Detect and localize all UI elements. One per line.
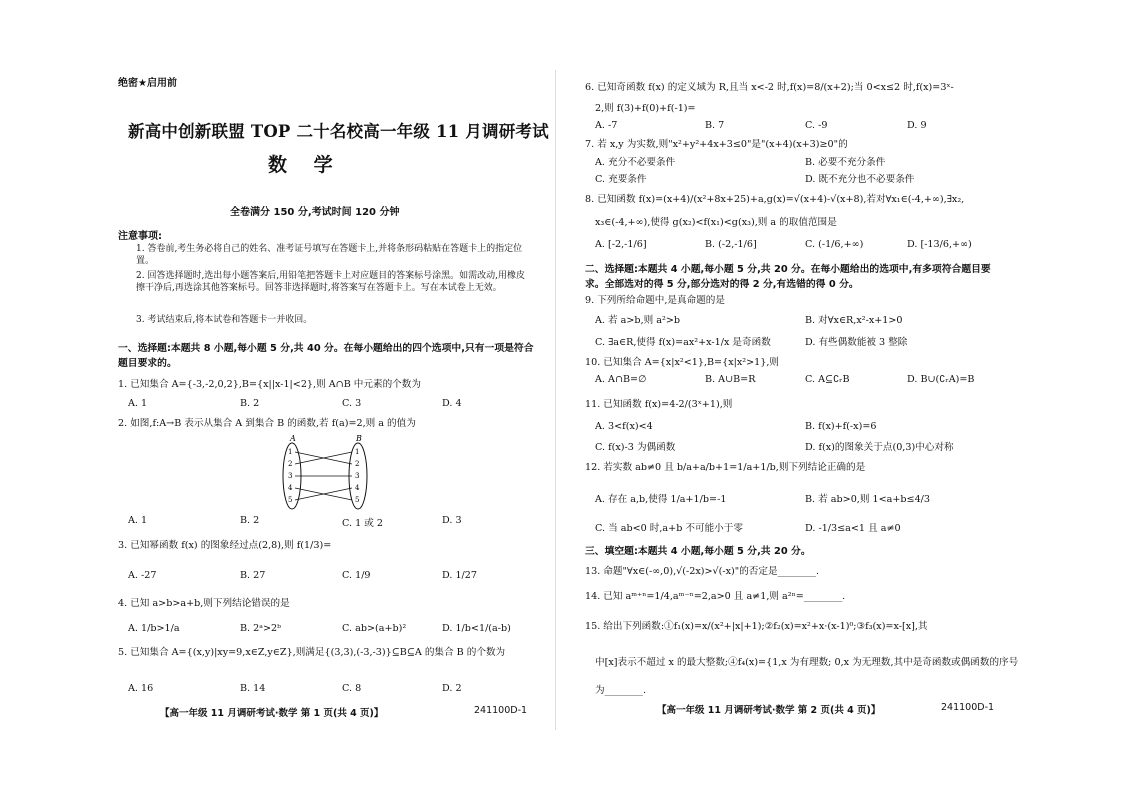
- b-2: 2: [355, 460, 360, 468]
- mapping-diagram: [276, 432, 376, 512]
- q2-stem: 2. 如图,f:A→B 表示从集合 A 到集合 B 的函数,若 f(a)=2,则 a 的值为: [118, 418, 416, 429]
- b-4: 4: [355, 484, 360, 492]
- b-3: 3: [355, 472, 360, 480]
- q1-option-a[interactable]: A. 1: [128, 398, 148, 409]
- q10-option-c[interactable]: C. A⊆∁ᵣB: [805, 374, 850, 385]
- q12-stem: 12. 若实数 ab≠0 且 b/a+a/b+1=1/a+1/b,则下列结论正确的是: [585, 462, 866, 473]
- q6-option-c[interactable]: C. -9: [805, 120, 828, 131]
- q7-option-c[interactable]: C. 充要条件: [595, 174, 647, 185]
- q2-option-c[interactable]: C. 1 或 2: [342, 518, 383, 529]
- page-2-code: 241100D-1: [941, 702, 995, 713]
- set-b-label: B: [356, 434, 362, 443]
- q11-stem: 11. 已知函数 f(x)=4-2/(3ˣ+1),则: [585, 399, 733, 410]
- mapping-arrows: [295, 452, 352, 500]
- q7-option-b[interactable]: B. 必要不充分条件: [805, 157, 886, 168]
- q6-option-d[interactable]: D. 9: [907, 120, 927, 131]
- q6-stem-line2: 2,则 f(3)+f(0)+f(-1)=: [595, 103, 696, 114]
- q9-option-d[interactable]: D. 有些偶数能被 3 整除: [805, 337, 908, 348]
- q3-stem: 3. 已知幂函数 f(x) 的图象经过点(2,8),则 f(1/3)=: [118, 540, 332, 551]
- page-1-code: 241100D-1: [474, 705, 528, 716]
- q9-option-a[interactable]: A. 若 a>b,则 a²>b: [595, 315, 681, 326]
- q10-option-a[interactable]: A. A∩B=∅: [595, 374, 647, 385]
- q5-option-b[interactable]: B. 14: [240, 683, 266, 694]
- q10-option-d[interactable]: D. B∪(∁ᵣA)=B: [907, 374, 975, 385]
- q8-stem-line2: x₃∈(-4,+∞),使得 g(x₂)<f(x₁)<g(x₃),则 a 的取值范围是: [595, 217, 837, 228]
- q15-stem-line3: 为________.: [595, 685, 647, 696]
- q12-option-b[interactable]: B. 若 ab>0,则 1<a+b≤4/3: [805, 494, 931, 505]
- a-3: 3: [288, 472, 293, 480]
- q13-stem: 13. 命题"∀x∈(-∞,0),√(-2x)>√(-x)"的否定是________.: [585, 566, 819, 577]
- b-5: 5: [355, 496, 360, 504]
- q11-option-d[interactable]: D. f(x)的图象关于点(0,3)中心对称: [805, 442, 954, 453]
- set-a-label: A: [290, 434, 296, 443]
- q9-option-c[interactable]: C. ∃a∈R,使得 f(x)=ax²+x-1/x 是奇函数: [595, 337, 771, 348]
- q12-option-a[interactable]: A. 存在 a,b,使得 1/a+1/b=-1: [595, 494, 727, 505]
- q5-option-a[interactable]: A. 16: [128, 683, 154, 694]
- q3-option-c[interactable]: C. 1/9: [342, 570, 371, 581]
- q12-option-d[interactable]: D. -1/3≤a<1 且 a≠0: [805, 523, 901, 534]
- q15-stem-line1: 15. 给出下列函数:①f₁(x)=x/(x²+|x|+1);②f₂(x)=x²+x·(x-1)⁰;③f₃(x)=x-[x],其: [585, 621, 928, 632]
- q11-option-c[interactable]: C. f(x)-3 为偶函数: [595, 442, 676, 453]
- q4-stem: 4. 已知 a>b>a+b,则下列结论错误的是: [118, 598, 290, 609]
- q14-stem: 14. 已知 aᵐ⁺ⁿ=1/4,aᵐ⁻ⁿ=2,a>0 且 a≠1,则 a²ⁿ=________.: [585, 591, 846, 602]
- q1-option-c[interactable]: C. 3: [342, 398, 362, 409]
- q4-option-d[interactable]: D. 1/b<1/(a-b): [442, 623, 511, 634]
- q8-option-b[interactable]: B. (-2,-1/6]: [705, 239, 757, 250]
- q4-option-b[interactable]: B. 2ᵃ>2ᵇ: [240, 623, 281, 634]
- section-3-heading: 三、填空题:本题共 4 小题,每小题 5 分,共 20 分。: [585, 546, 811, 557]
- q15-stem-line2: 中[x]表示不超过 x 的最大整数;④f₄(x)={1,x 为有理数; 0,x 为无理数,其中是奇函数或偶函数的序号: [595, 657, 1019, 668]
- q1-option-d[interactable]: D. 4: [442, 398, 462, 409]
- q3-option-d[interactable]: D. 1/27: [442, 570, 477, 581]
- q7-option-d[interactable]: D. 既不充分也不必要条件: [805, 174, 915, 185]
- note-1: 1. 答卷前,考生务必将自己的姓名、准考证号填写在答题卡上,并将条形码粘贴在答题卡上的指定位置。: [136, 244, 523, 266]
- q6-stem-line1: 6. 已知奇函数 f(x) 的定义域为 R,且当 x<-2 时,f(x)=8/(x+2);当 0<x≤2 时,f(x)=3ˣ-: [585, 82, 954, 93]
- q6-option-a[interactable]: A. -7: [595, 120, 618, 131]
- a-1: 1: [288, 448, 293, 456]
- q7-option-a[interactable]: A. 充分不必要条件: [595, 157, 676, 168]
- b-1: 1: [355, 448, 360, 456]
- q12-option-c[interactable]: C. 当 ab<0 时,a+b 不可能小于零: [595, 523, 743, 534]
- q1-stem: 1. 已知集合 A={-3,-2,0,2},B={x||x-1|<2},则 A∩B 中元素的个数为: [118, 379, 421, 390]
- a-2: 2: [288, 460, 293, 468]
- notes-title: 注意事项:: [118, 231, 162, 242]
- a-5: 5: [288, 496, 293, 504]
- q5-stem: 5. 已知集合 A={(x,y)|xy=9,x∈Z,y∈Z},则满足{(3,3),(-3,-3)}⊆B⊆A 的集合 B 的个数为: [118, 647, 506, 658]
- q4-option-c[interactable]: C. ab>(a+b)²: [342, 623, 407, 634]
- q10-stem: 10. 已知集合 A={x|x²<1},B={x|x²>1},则: [585, 357, 779, 368]
- q8-stem-line1: 8. 已知函数 f(x)=(x+4)/(x²+8x+25)+a,g(x)=√(x+4)-√(x+8),若对∀x₁∈(-4,+∞),∃x₂,: [585, 194, 965, 205]
- page-2: [561, 0, 1122, 794]
- q11-option-a[interactable]: A. 3<f(x)<4: [595, 421, 653, 432]
- q6-option-b[interactable]: B. 7: [705, 120, 725, 131]
- q9-stem: 9. 下列所给命题中,是真命题的是: [585, 295, 725, 306]
- q8-option-c[interactable]: C. (-1/6,+∞): [805, 239, 864, 250]
- subject-title: 数 学: [268, 154, 343, 176]
- q7-stem: 7. 若 x,y 为实数,则"x²+y²+4x+3≤0"是"(x+4)(x+3)≥0"的: [585, 139, 848, 150]
- page-1-footer: 【高一年级 11 月调研考试·数学 第 1 页(共 4 页)】: [160, 708, 384, 719]
- q9-option-b[interactable]: B. 对∀x∈R,x²-x+1>0: [805, 315, 903, 326]
- q8-option-d[interactable]: D. [-13/6,+∞): [907, 239, 972, 250]
- score-time: 全卷满分 150 分,考试时间 120 分钟: [230, 207, 400, 218]
- q2-option-a[interactable]: A. 1: [128, 515, 148, 526]
- note-3: 3. 考试结束后,将本试卷和答题卡一并收回。: [136, 315, 313, 325]
- q4-option-a[interactable]: A. 1/b>1/a: [128, 623, 180, 634]
- q5-option-d[interactable]: D. 2: [442, 683, 462, 694]
- q11-option-b[interactable]: B. f(x)+f(-x)=6: [805, 421, 877, 432]
- q2-option-b[interactable]: B. 2: [240, 515, 260, 526]
- q1-option-b[interactable]: B. 2: [240, 398, 260, 409]
- q3-option-b[interactable]: B. 27: [240, 570, 266, 581]
- a-4: 4: [288, 484, 293, 492]
- section-1-heading: 一、选择题:本题共 8 小题,每小题 5 分,共 40 分。在每小题给出的四个选项中,只有一项是符合题目要求的。: [118, 343, 534, 369]
- section-2-heading: 二、选择题:本题共 4 小题,每小题 5 分,共 20 分。在每小题给出的选项中,有多项符合题目要求。全部选对的得 5 分,部分选对的得 2 分,有选错的得 0 分。: [585, 264, 991, 290]
- q2-option-d[interactable]: D. 3: [442, 515, 462, 526]
- note-2: 2. 回答选择题时,选出每小题答案后,用铅笔把答题卡上对应题目的答案标号涂黑。如需改动,用橡皮擦干净后,再选涂其他答案标号。回答非选择题时,将答案写在答题卡上。写在本试卷上无效。: [136, 271, 526, 293]
- page-2-footer: 【高一年级 11 月调研考试·数学 第 2 页(共 4 页)】: [657, 705, 881, 716]
- q5-option-c[interactable]: C. 8: [342, 683, 362, 694]
- q10-option-b[interactable]: B. A∪B=R: [705, 374, 756, 385]
- q8-option-a[interactable]: A. [-2,-1/6]: [595, 239, 647, 250]
- secret-label: 绝密★启用前: [118, 78, 177, 89]
- q3-option-a[interactable]: A. -27: [128, 570, 157, 581]
- exam-title: 新高中创新联盟 TOP 二十名校高一年级 11 月调研考试: [128, 122, 549, 141]
